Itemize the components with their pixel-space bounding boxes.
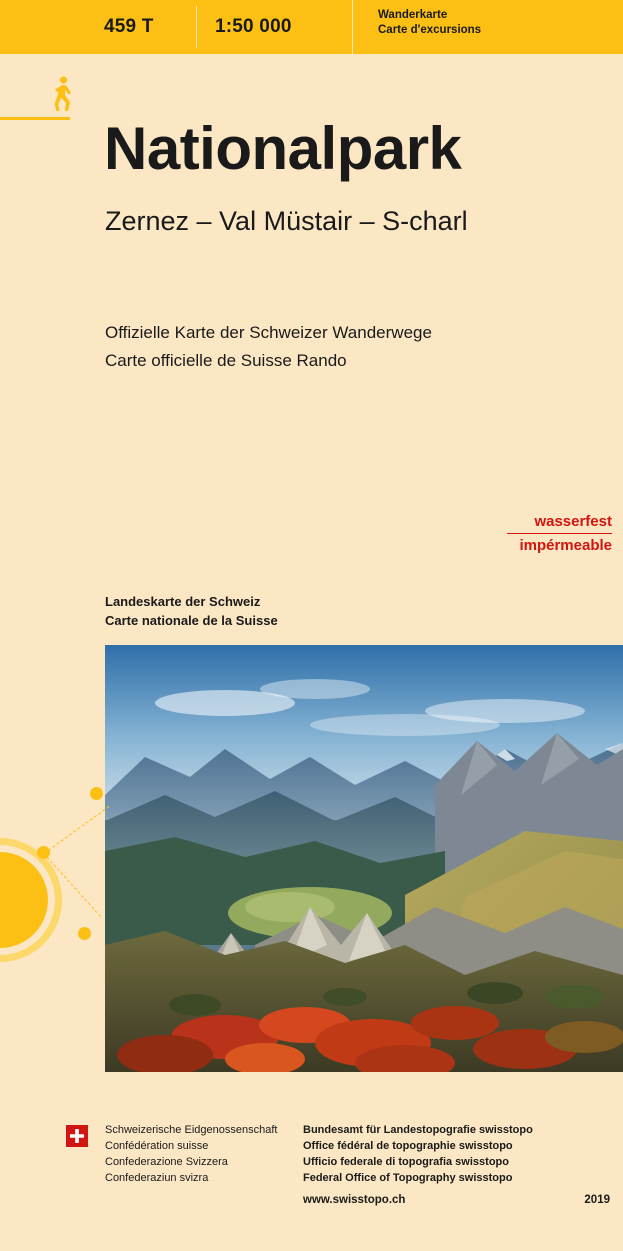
waterproof-badge [507, 511, 612, 556]
constellation-line-1 [44, 806, 109, 854]
map-kind-de: Wanderkarte [378, 9, 448, 21]
series-caption-fr: Carte nationale de la Suisse [105, 613, 278, 628]
map-scale: 1:50 000 [215, 16, 292, 37]
waterproof-label-fr: impérmeable [519, 537, 612, 554]
official-note [105, 319, 432, 375]
series-caption-de: Landeskarte der Schweiz [105, 594, 261, 609]
header-divider-2 [352, 0, 353, 54]
constellation-dot-2 [37, 846, 50, 859]
header-divider-1 [196, 6, 197, 48]
cover-header-bar [0, 0, 623, 54]
website-link[interactable]: www.swisstopo.ch [303, 1194, 406, 1206]
confederation-names [105, 1122, 277, 1186]
cover-photo [105, 645, 623, 1072]
office-name-it: Ufficio federale di topografia swisstopo [303, 1156, 509, 1168]
office-name-en: Federal Office of Topography swisstopo [303, 1172, 513, 1184]
confederation-name-it: Confederazione Svizzera [105, 1156, 228, 1168]
confederation-name-fr: Confédération suisse [105, 1140, 209, 1152]
map-kind [378, 8, 481, 38]
sheet-number: 459 T [104, 16, 154, 37]
office-names [303, 1122, 533, 1186]
edition-year: 2019 [584, 1194, 610, 1206]
confederation-name-rm: Confederaziun svizra [105, 1172, 209, 1184]
hiker-icon [50, 76, 76, 112]
page-subtitle: Zernez – Val Müstair – S-charl [105, 206, 468, 236]
hiker-rule [0, 117, 70, 120]
official-note-de: Offizielle Karte der Schweizer Wanderwege [105, 323, 432, 342]
office-name-de: Bundesamt für Landestopografie swisstopo [303, 1124, 533, 1136]
swiss-flag-icon [63, 1122, 91, 1150]
map-kind-fr: Carte d'excursions [378, 24, 482, 36]
constellation-dot-3 [78, 927, 91, 940]
waterproof-divider [507, 533, 612, 534]
series-caption [105, 592, 278, 630]
office-name-fr: Office fédéral de topographie swisstopo [303, 1140, 513, 1152]
constellation-dot-1 [90, 787, 103, 800]
waterproof-label-de: wasserfest [534, 513, 612, 530]
official-note-fr: Carte officielle de Suisse Rando [105, 351, 347, 370]
confederation-name-de: Schweizerische Eidgenossenschaft [105, 1124, 278, 1136]
page-title: Nationalpark [104, 115, 462, 182]
